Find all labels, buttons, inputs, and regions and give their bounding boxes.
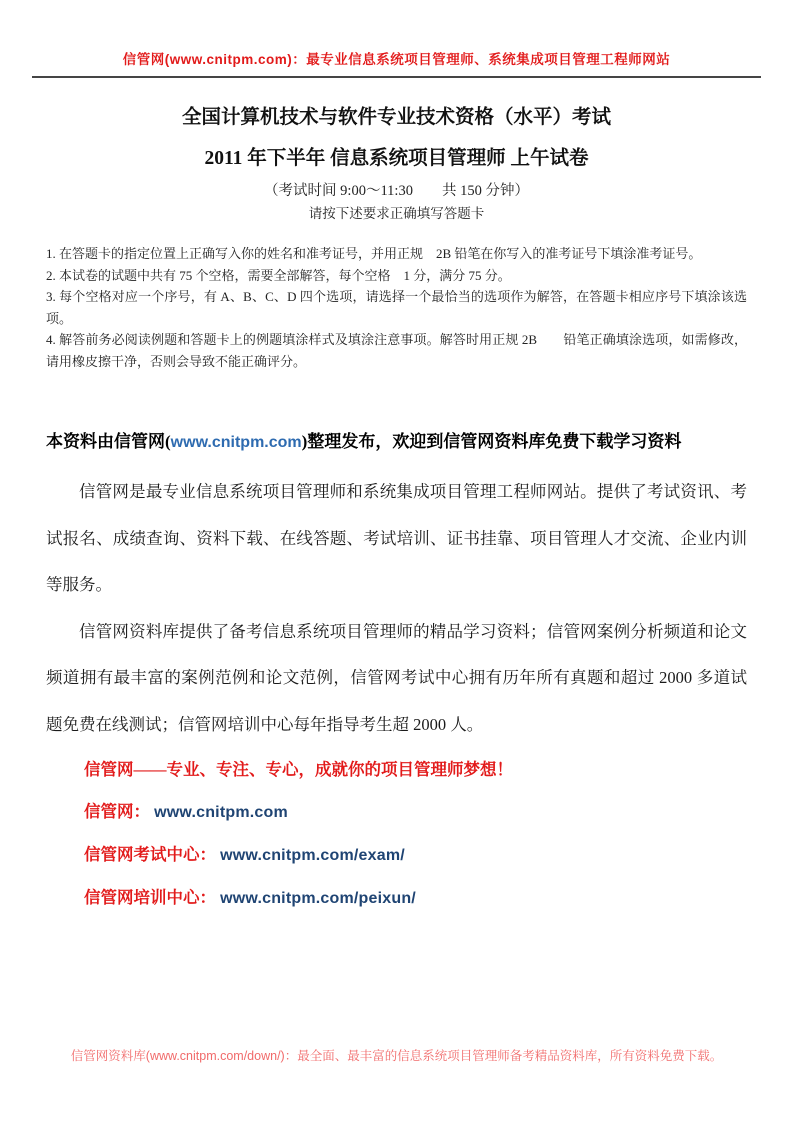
slogan-line <box>84 760 747 780</box>
training-center-link-url[interactable]: www.cnitpm.com/peixun/ <box>220 890 416 907</box>
instruction-item-3: 3. 每个空格对应一个序号，有 A、B、C、D 四个选项，请选择一个最恰当的选项作为解答，在答题卡相应序号下填涂该选项。 <box>46 289 747 326</box>
exam-session-title: 2011 年下半年 信息系统项目管理师 上午试卷 <box>204 148 589 169</box>
instruction-item-1: 1. 在答题卡的指定位置上正确写入你的姓名和准考证号，并用正规 2B 铅笔在你写入的准考证号下填涂准考证号。 <box>46 246 702 261</box>
notice-suffix: )整理发布，欢迎到信管网资料库免费下载学习资料 <box>301 432 682 451</box>
exam-center-link-label: 信管网考试中心： <box>84 845 216 864</box>
header-banner-text[interactable]: 信管网(www.cnitpm.com)：最专业信息系统项目管理师、系统集成项目管理工程师网站 <box>122 52 671 67</box>
promo-section <box>46 760 747 909</box>
page-title: 全国计算机技术与软件专业技术资格（水平）考试 <box>181 107 611 128</box>
site-link-label: 信管网： <box>84 802 150 821</box>
exam-time-line: （考试时间 9:00～11:30 共 150 分钟） <box>264 183 529 199</box>
notice-url-link[interactable]: www.cnitpm.com <box>170 434 302 451</box>
slogan-text: 信管网——专业、专注、专心，成就你的项目管理师梦想！ <box>84 760 513 779</box>
site-link-row <box>84 802 747 823</box>
answer-sheet-heading: 请按下述要求正确填写答题卡 <box>308 206 485 221</box>
intro-section <box>46 469 747 748</box>
training-center-link-label: 信管网培训中心： <box>84 888 216 907</box>
instruction-item-4: 4. 解答前务必阅读例题和答题卡上的例题填涂样式及填涂注意事项。解答时用正规 2B 铅笔正确填涂选项，如需修改，请用橡皮擦干净，否则会导致不能正确评分。 <box>46 332 747 369</box>
footer-note <box>0 1046 793 1064</box>
training-center-link-row <box>84 888 747 909</box>
intro-paragraph-1: 信管网是最专业信息系统项目管理师和系统集成项目管理工程师网站。提供了考试资讯、考试报名、成绩查询、资料下载、在线答题、考试培训、证书挂靠、项目管理人才交流、企业内训等服务。 <box>46 482 747 594</box>
instruction-list <box>46 243 747 372</box>
notice-heading <box>46 430 747 455</box>
footer-text[interactable]: 信管网资料库(www.cnitpm.com/down/)：最全面、最丰富的信息系统项目管理师备考精品资料库，所有资料免费下载。 <box>70 1049 723 1063</box>
site-link-url[interactable]: www.cnitpm.com <box>154 804 288 821</box>
notice-prefix: 本资料由信管网( <box>46 432 171 451</box>
instruction-item-2: 2. 本试卷的试题中共有 75 个空格，需要全部解答，每个空格 1 分，满分 75 分。 <box>46 267 511 283</box>
intro-paragraph-2: 信管网资料库提供了备考信息系统项目管理师的精品学习资料；信管网案例分析频道和论文频道拥有最丰富的案例范例和论文范例，信管网考试中心拥有历年所有真题和超过 2000 多道试题免费在线测试；信管网培训中心每年指导考生超 2000 人。 <box>46 621 747 734</box>
header-banner <box>32 0 761 78</box>
exam-center-link-url[interactable]: www.cnitpm.com/exam/ <box>220 847 405 864</box>
exam-center-link-row <box>84 845 747 866</box>
